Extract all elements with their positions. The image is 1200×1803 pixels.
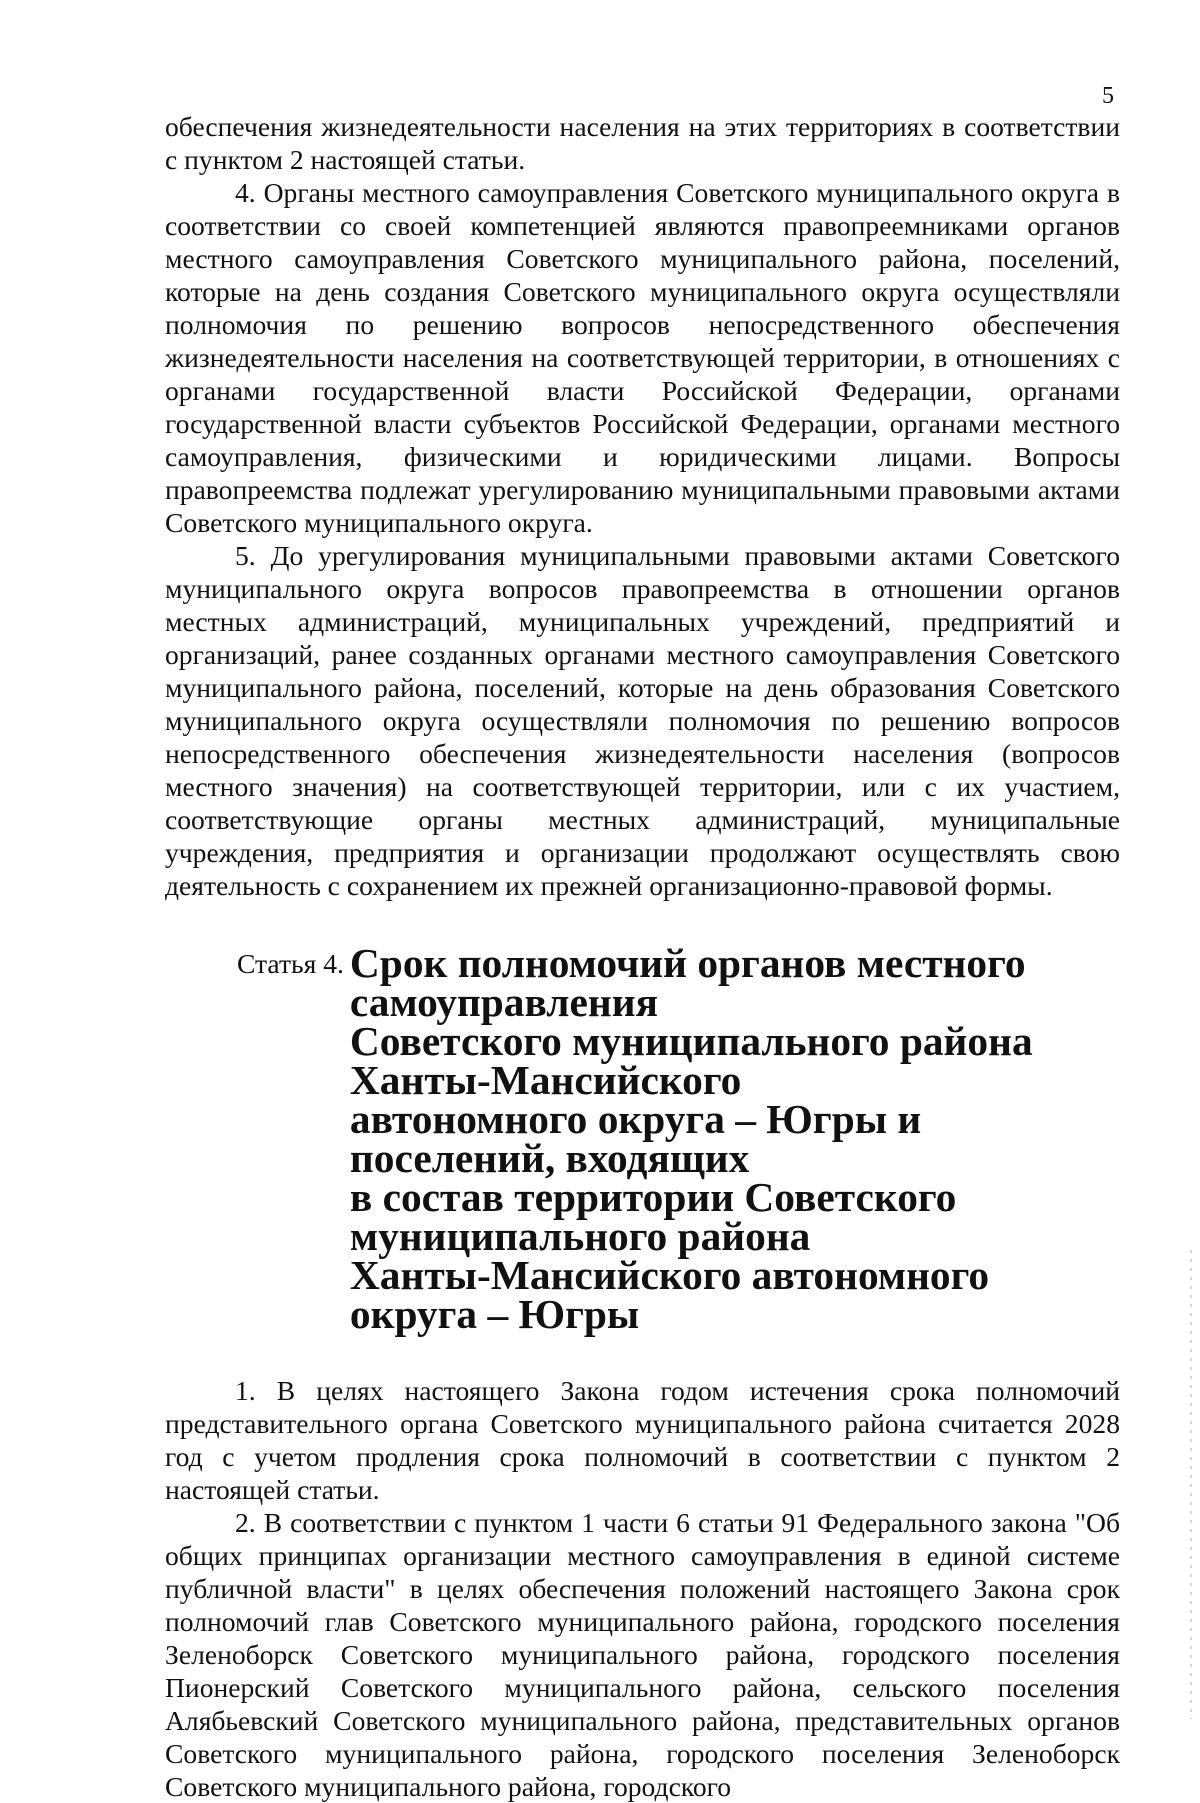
article-title (349, 940, 1120, 1337)
article-label: Статья 4. (237, 948, 344, 979)
article-title-line: Советского муниципального района Ханты-Мансийского (349, 1018, 1033, 1103)
article-title-line: автономного округа – Югры и поселений, входящих (349, 1096, 922, 1181)
paragraph-item-5: 5. До урегулирования муниципальными правовыми актами Советского муниципального округа вопросов правопреемства в отношении органов местных администраций, муниципальных учреждений, предприятий и организаций, ранее созданных органами местного самоуправления Советского муниципального района, поселений, которые на день образования Советского муниципального округа осуществляли полномочия по решению вопросов непосредственного обеспечения жизнедеятельности населения (вопросов местного значения) на соответствующей территории, или с их участием, соответствующие органы местных администраций, муниципальные учреждения, предприятия и организации продолжают осуществлять свою деятельность с сохранением их прежней организационно-правовой формы. (165, 540, 1120, 901)
article-title-line: Срок полномочий органов местного самоуправления (349, 940, 1026, 1025)
article-title-line: в состав территории Советского муниципального района (349, 1174, 957, 1259)
article-title-line: Ханты-Мансийского автономного округа – Югры (349, 1252, 990, 1337)
document-body (165, 110, 1120, 1803)
page-number: 5 (1102, 83, 1114, 109)
scan-edge-artifact (1190, 1250, 1192, 1719)
paragraph-article-4-item-1: 1. В целях настоящего Закона годом истечения срока полномочий представительного органа Советского муниципального района считается 2028 год с учетом продления срока полномочий в соответствии с пунктом 2 настоящей статьи. (165, 1375, 1120, 1505)
paragraph-item-4: 4. Органы местного самоуправления Советского муниципального округа в соответствии со своей компетенцией являются правопреемниками органов местного самоуправления Советского муниципального района, поселений, которые на день создания Советского муниципального округа осуществляли полномочия по решению вопросов непосредственного обеспечения жизнедеятельности населения на соответствующей территории, в отношениях с органами государственной власти Российской Федерации, органами государственной власти субъектов Российской Федерации, органами местного самоуправления, физическими и юридическими лицами. Вопросы правопреемства подлежат урегулированию муниципальными правовыми актами Советского муниципального округа. (165, 177, 1120, 538)
article-heading (165, 940, 1120, 1337)
paragraph-continuation: обеспечения жизнедеятельности населения на этих территориях в соответствии с пунктом 2 настоящей статьи. (165, 111, 1120, 175)
paragraph-article-4-item-2: 2. В соответствии с пунктом 1 части 6 статьи 91 Федерального закона "Об общих принципах организации местного самоуправления в единой системе публичной власти" в целях обеспечения положений настоящего Закона срок полномочий глав Советского муниципального района, городского поселения Зеленоборск Советского муниципального района, городского поселения Пионерский Советского муниципального района, сельского поселения Алябьевский Советского муниципального района, представительных органов Советского муниципального района, городского поселения Зеленоборск Советского муниципального района, городского (165, 1507, 1120, 1802)
